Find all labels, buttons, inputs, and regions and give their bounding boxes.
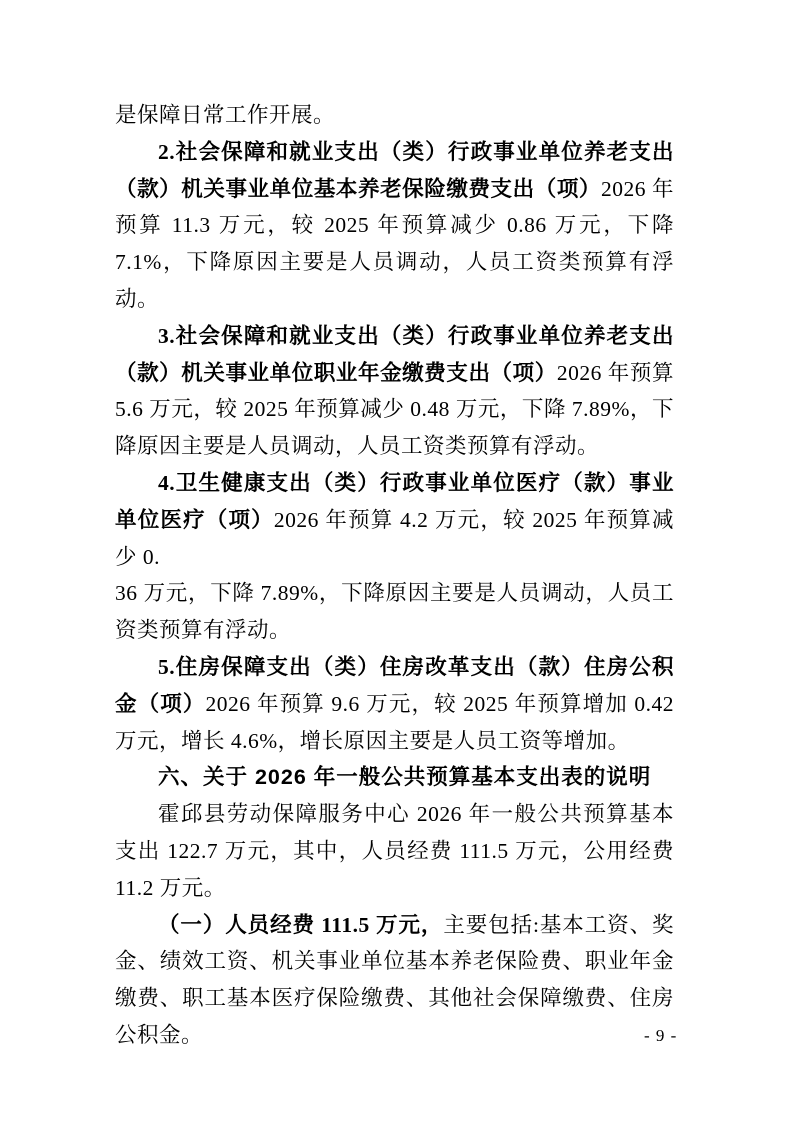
paragraph-item-4-continued <box>115 575 674 649</box>
item-5-title: 5.住房保障支出（类）住房改革支出（款）住房公积金（项） <box>115 654 674 716</box>
document-body <box>115 97 674 1054</box>
paragraph-item-2 <box>115 134 674 318</box>
paragraph-item-4 <box>115 465 674 575</box>
item-3-body: 2026 年预算 5.6 万元，较 2025 年预算减少 0.48 万元，下降 7.89%，下降原因主要是人员调动，人员工资类预算有浮动。 <box>115 360 674 459</box>
paragraph-personnel-funds <box>115 907 674 1054</box>
page-number: - 9 - <box>644 1026 678 1045</box>
paragraph-item-3 <box>115 318 674 465</box>
item-4-body: 2026 年预算 4.2 万元，较 2025 年预算减少 0. <box>115 507 674 569</box>
item-5-body: 2026 年预算 9.6 万元，较 2025 年预算增加 0.42 万元，增长 4.6%，增长原因主要是人员工资等增加。 <box>115 691 674 753</box>
item-2-body: 2026 年预算 11.3 万元，较 2025 年预算减少 0.86 万元，下降 7.1%，下降原因主要是人员调动，人员工资类预算有浮动。 <box>115 176 674 311</box>
personnel-funds-body: 主要包括:基本工资、奖金、绩效工资、机关事业单位基本养老保险费、职业年金缴费、职工基本医疗保险缴费、其他社会保障缴费、住房公积金。 <box>115 912 674 1047</box>
section-six-heading <box>115 759 674 796</box>
item-4-title: 4.卫生健康支出（类）行政事业单位医疗（款）事业单位医疗（项） <box>115 470 674 532</box>
paragraph-item-5 <box>115 649 674 759</box>
paragraph-carryover <box>115 97 674 134</box>
item-4-continued-text: 36 万元，下降 7.89%，下降原因主要是人员调动，人员工资类预算有浮动。 <box>115 581 674 643</box>
paragraph-basic-expenditure-summary <box>115 796 674 906</box>
item-3-title: 3.社会保障和就业支出（类）行政事业单位养老支出（款）机关事业单位职业年金缴费支出（项） <box>115 323 674 385</box>
personnel-funds-title: （一）人员经费 111.5 万元， <box>158 912 444 937</box>
paragraph-text: 是保障日常工作开展。 <box>115 103 336 127</box>
item-2-title: 2.社会保障和就业支出（类）行政事业单位养老支出（款）机关事业单位基本养老保险缴费支出（项） <box>115 139 674 201</box>
basic-expenditure-summary-text: 霍邱县劳动保障服务中心 2026 年一般公共预算基本支出 122.7 万元，其中，人员经费 111.5 万元，公用经费 11.2 万元。 <box>115 802 674 900</box>
section-six-heading-text: 六、关于 2026 年一般公共预算基本支出表的说明 <box>158 765 652 790</box>
